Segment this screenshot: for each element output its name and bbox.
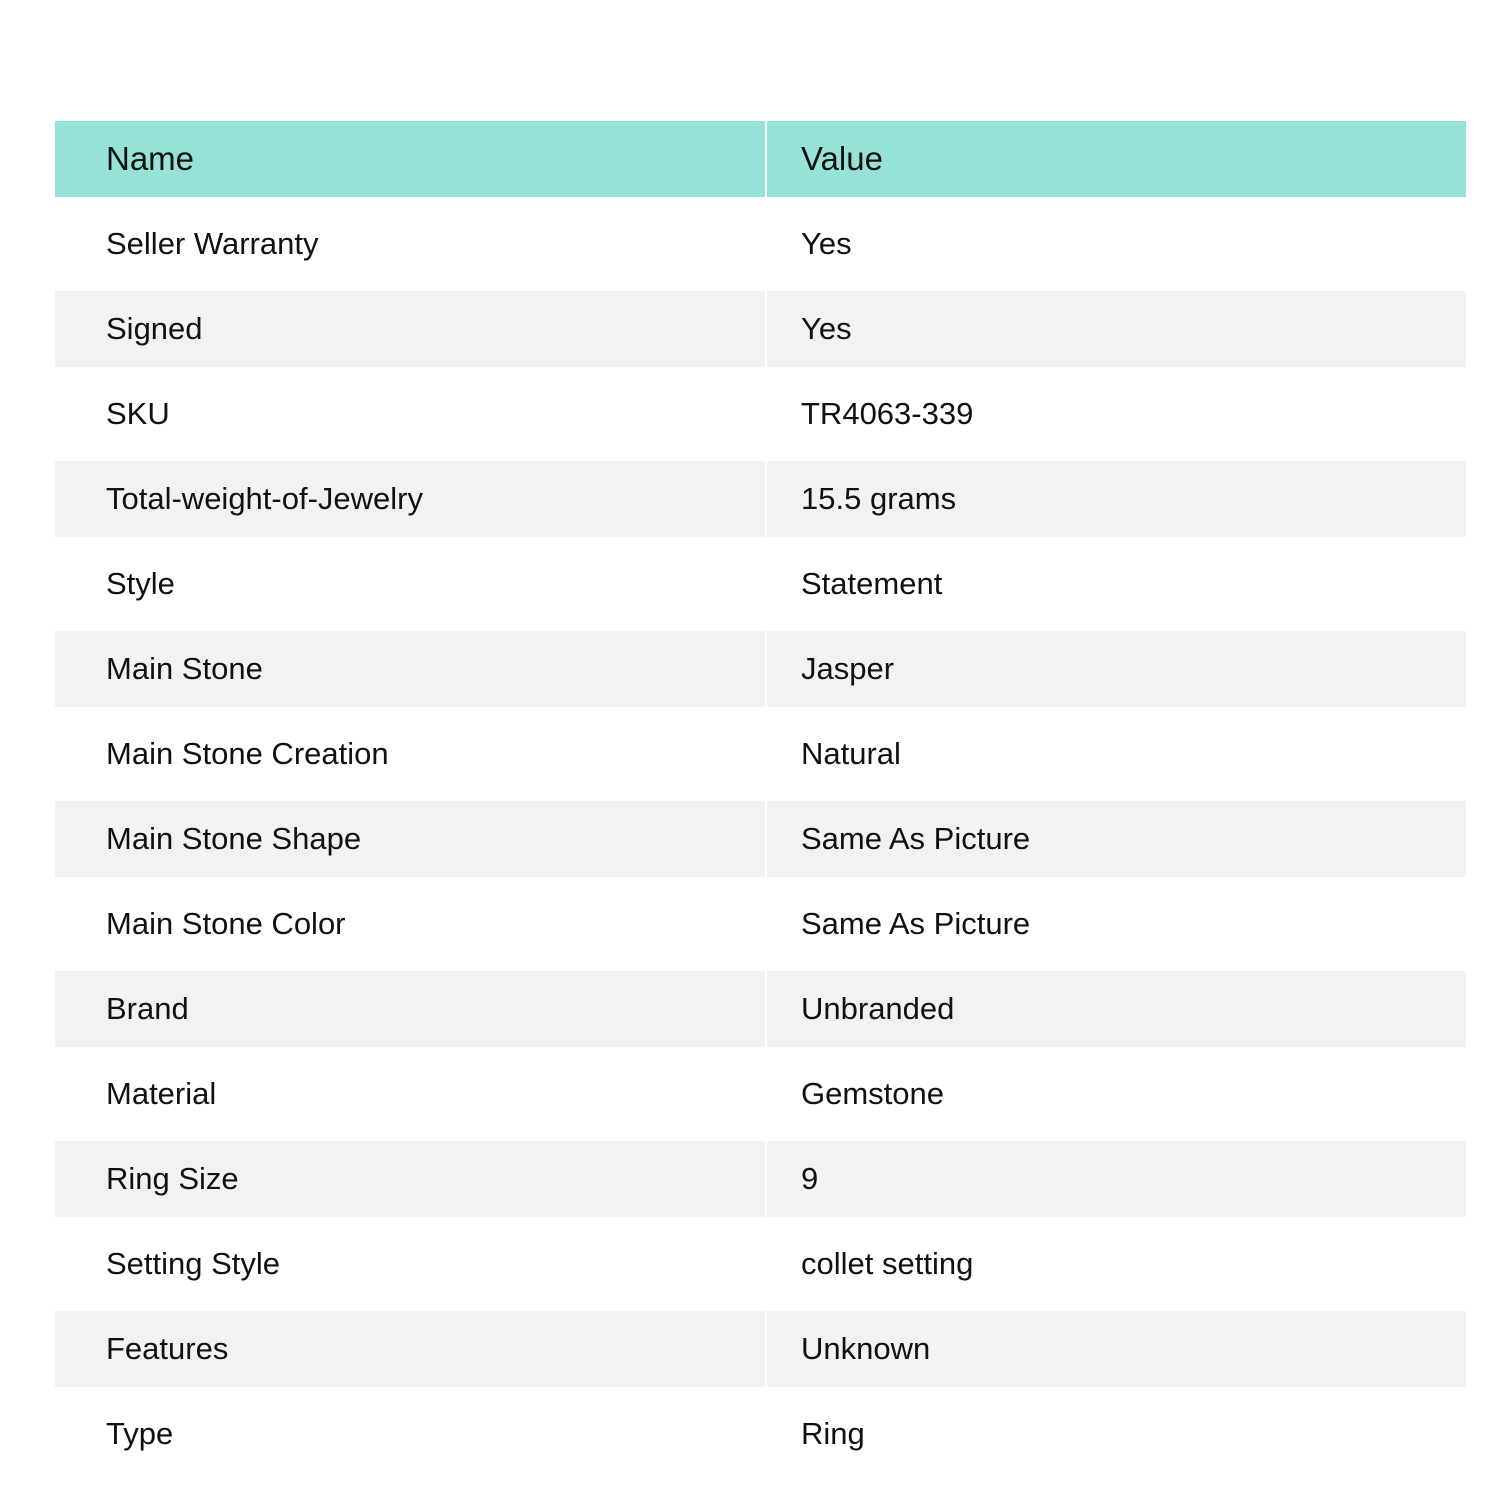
- row-value: Unknown: [801, 1331, 931, 1366]
- table-header-row: [55, 121, 1466, 197]
- row-name: Main Stone Shape: [106, 821, 362, 856]
- row-name: Setting Style: [106, 1246, 281, 1281]
- row-value: TR4063-339: [801, 396, 974, 431]
- row-value: 9: [801, 1161, 819, 1196]
- row-name: Features: [106, 1331, 229, 1366]
- row-value: Natural: [801, 736, 901, 771]
- row-name: Type: [106, 1416, 174, 1451]
- header-value: Value: [801, 140, 883, 177]
- table-row: [55, 461, 1466, 537]
- row-value: Ring: [801, 1416, 865, 1451]
- table-row: [55, 1217, 1466, 1311]
- row-name: Main Stone Color: [106, 906, 346, 941]
- row-value: 15.5 grams: [801, 481, 957, 516]
- row-name: Brand: [106, 991, 189, 1026]
- row-value: Yes: [801, 311, 852, 346]
- table-row: [55, 197, 1466, 291]
- row-value: Same As Picture: [801, 906, 1031, 941]
- row-value: Jasper: [801, 651, 895, 686]
- row-value: Same As Picture: [801, 821, 1031, 856]
- row-value: Unbranded: [801, 991, 955, 1026]
- table-row: [55, 1141, 1466, 1217]
- row-name: Seller Warranty: [106, 226, 319, 261]
- row-name: Main Stone: [106, 651, 263, 686]
- header-name: Name: [106, 140, 195, 177]
- table-row: [55, 291, 1466, 367]
- row-name: SKU: [106, 396, 170, 431]
- table-row: [55, 537, 1466, 631]
- table-row: [55, 1311, 1466, 1387]
- table-row: [55, 707, 1466, 801]
- row-value: Yes: [801, 226, 852, 261]
- row-value: collet setting: [801, 1246, 974, 1281]
- table-row: [55, 877, 1466, 971]
- table-row: [55, 1047, 1466, 1141]
- row-name: Signed: [106, 311, 203, 346]
- row-name: Ring Size: [106, 1161, 239, 1196]
- row-name: Material: [106, 1076, 217, 1111]
- table-row: [55, 801, 1466, 877]
- row-name: Main Stone Creation: [106, 736, 389, 771]
- table-row: [55, 367, 1466, 461]
- row-value: Gemstone: [801, 1076, 945, 1111]
- table-row: [55, 1387, 1466, 1481]
- table-row: [55, 631, 1466, 707]
- row-value: Statement: [801, 566, 943, 601]
- table-row: [55, 971, 1466, 1047]
- item-specifics-table: [55, 121, 1466, 1481]
- row-name: Style: [106, 566, 175, 601]
- row-name: Total-weight-of-Jewelry: [106, 481, 423, 516]
